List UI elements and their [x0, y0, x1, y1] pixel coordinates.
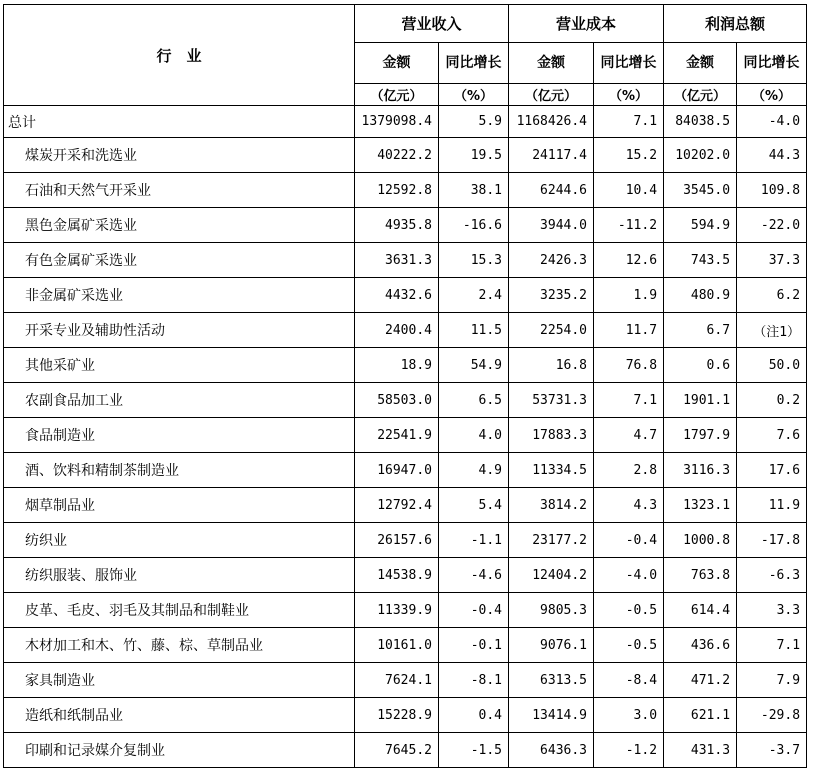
cost-amount: 12404.2 — [509, 558, 594, 593]
cost-growth-unit: （%） — [594, 84, 664, 106]
revenue-amount: 15228.9 — [355, 698, 439, 733]
table-row — [4, 558, 807, 593]
revenue-growth: 5.4 — [439, 488, 509, 523]
revenue-growth: 38.1 — [439, 173, 509, 208]
profit-growth: -3.7 — [737, 733, 807, 768]
profit-amount: 614.4 — [664, 593, 737, 628]
cost-growth: 76.8 — [594, 348, 664, 383]
revenue-amount: 58503.0 — [355, 383, 439, 418]
cost-amount: 3814.2 — [509, 488, 594, 523]
revenue-amount: 26157.6 — [355, 523, 439, 558]
cost-growth: 15.2 — [594, 138, 664, 173]
cost-growth: -8.4 — [594, 663, 664, 698]
table-row — [4, 313, 807, 348]
industry-name: 纺织服装、服饰业 — [4, 558, 355, 593]
industry-name: 其他采矿业 — [4, 348, 355, 383]
revenue-amount: 7624.1 — [355, 663, 439, 698]
cost-growth: -0.5 — [594, 628, 664, 663]
cost-amount: 6436.3 — [509, 733, 594, 768]
table-row — [4, 523, 807, 558]
profit-growth: 37.3 — [737, 243, 807, 278]
profit-amount: 10202.0 — [664, 138, 737, 173]
table-row — [4, 593, 807, 628]
revenue-growth: 15.3 — [439, 243, 509, 278]
revenue-growth: -0.4 — [439, 593, 509, 628]
revenue-growth: 5.9 — [439, 106, 509, 138]
revenue-growth: 0.4 — [439, 698, 509, 733]
revenue-amount-header: 金额 — [355, 43, 439, 84]
profit-amount: 0.6 — [664, 348, 737, 383]
table-row — [4, 698, 807, 733]
cost-amount: 6313.5 — [509, 663, 594, 698]
profit-growth: 50.0 — [737, 348, 807, 383]
cost-growth: -1.2 — [594, 733, 664, 768]
table-row — [4, 278, 807, 313]
profit-growth: 0.2 — [737, 383, 807, 418]
revenue-amount: 11339.9 — [355, 593, 439, 628]
revenue-growth: 11.5 — [439, 313, 509, 348]
industry-name: 有色金属矿采选业 — [4, 243, 355, 278]
revenue-amount: 12792.4 — [355, 488, 439, 523]
industry-name: 煤炭开采和洗选业 — [4, 138, 355, 173]
profit-amount: 594.9 — [664, 208, 737, 243]
profit-amount-unit: （亿元） — [664, 84, 737, 106]
revenue-growth: -4.6 — [439, 558, 509, 593]
cost-growth: 10.4 — [594, 173, 664, 208]
profit-growth: -6.3 — [737, 558, 807, 593]
profit-amount: 1323.1 — [664, 488, 737, 523]
industry-name: 石油和天然气开采业 — [4, 173, 355, 208]
revenue-growth: -16.6 — [439, 208, 509, 243]
cost-growth: -4.0 — [594, 558, 664, 593]
cost-growth-header: 同比增长 — [594, 43, 664, 84]
cost-amount: 9076.1 — [509, 628, 594, 663]
profit-growth: 7.9 — [737, 663, 807, 698]
revenue-growth: -1.5 — [439, 733, 509, 768]
cost-amount: 9805.3 — [509, 593, 594, 628]
cost-amount: 3235.2 — [509, 278, 594, 313]
profit-amount-header: 金额 — [664, 43, 737, 84]
industry-name: 非金属矿采选业 — [4, 278, 355, 313]
profit-growth: -17.8 — [737, 523, 807, 558]
profit-header: 利润总额 — [664, 5, 807, 43]
revenue-amount: 14538.9 — [355, 558, 439, 593]
cost-amount-header: 金额 — [509, 43, 594, 84]
profit-amount: 1797.9 — [664, 418, 737, 453]
cost-amount: 3944.0 — [509, 208, 594, 243]
profit-amount: 471.2 — [664, 663, 737, 698]
cost-amount: 16.8 — [509, 348, 594, 383]
revenue-amount-unit: （亿元） — [355, 84, 439, 106]
cost-amount: 2254.0 — [509, 313, 594, 348]
revenue-growth: 6.5 — [439, 383, 509, 418]
revenue-amount: 4432.6 — [355, 278, 439, 313]
profit-amount: 621.1 — [664, 698, 737, 733]
industry-stats-table — [3, 4, 807, 768]
revenue-amount: 16947.0 — [355, 453, 439, 488]
revenue-amount: 4935.8 — [355, 208, 439, 243]
table-row — [4, 173, 807, 208]
cost-growth: -0.5 — [594, 593, 664, 628]
cost-amount: 23177.2 — [509, 523, 594, 558]
revenue-amount: 7645.2 — [355, 733, 439, 768]
profit-growth: 7.1 — [737, 628, 807, 663]
table-row — [4, 453, 807, 488]
cost-growth: 11.7 — [594, 313, 664, 348]
industry-name: 纺织业 — [4, 523, 355, 558]
cost-growth: 4.3 — [594, 488, 664, 523]
revenue-amount: 3631.3 — [355, 243, 439, 278]
table-row-total — [4, 106, 807, 138]
revenue-header: 营业收入 — [355, 5, 509, 43]
industry-name: 木材加工和木、竹、藤、棕、草制品业 — [4, 628, 355, 663]
table-row — [4, 348, 807, 383]
cost-amount: 2426.3 — [509, 243, 594, 278]
revenue-growth: -0.1 — [439, 628, 509, 663]
revenue-amount: 12592.8 — [355, 173, 439, 208]
profit-amount: 436.6 — [664, 628, 737, 663]
industry-name: 造纸和纸制品业 — [4, 698, 355, 733]
cost-amount: 11334.5 — [509, 453, 594, 488]
profit-growth: 109.8 — [737, 173, 807, 208]
revenue-amount: 18.9 — [355, 348, 439, 383]
table-row — [4, 243, 807, 278]
profit-growth: 3.3 — [737, 593, 807, 628]
revenue-amount: 40222.2 — [355, 138, 439, 173]
cost-growth: -11.2 — [594, 208, 664, 243]
cost-amount: 1168426.4 — [509, 106, 594, 138]
revenue-amount: 1379098.4 — [355, 106, 439, 138]
table-row — [4, 663, 807, 698]
industry-name: 烟草制品业 — [4, 488, 355, 523]
profit-amount: 431.3 — [664, 733, 737, 768]
industry-header: 行 业 — [4, 5, 355, 106]
revenue-amount: 2400.4 — [355, 313, 439, 348]
table-row — [4, 138, 807, 173]
profit-growth: 11.9 — [737, 488, 807, 523]
cost-amount: 17883.3 — [509, 418, 594, 453]
profit-amount: 1000.8 — [664, 523, 737, 558]
cost-growth: 2.8 — [594, 453, 664, 488]
cost-amount: 24117.4 — [509, 138, 594, 173]
profit-amount: 3116.3 — [664, 453, 737, 488]
profit-growth-header: 同比增长 — [737, 43, 807, 84]
table-row — [4, 383, 807, 418]
profit-growth: 17.6 — [737, 453, 807, 488]
revenue-growth-header: 同比增长 — [439, 43, 509, 84]
industry-name: 总计 — [4, 106, 355, 138]
profit-growth: 6.2 — [737, 278, 807, 313]
profit-growth: （注1） — [737, 313, 807, 348]
industry-name: 黑色金属矿采选业 — [4, 208, 355, 243]
industry-name: 家具制造业 — [4, 663, 355, 698]
cost-growth: 1.9 — [594, 278, 664, 313]
profit-amount: 480.9 — [664, 278, 737, 313]
industry-name: 开采专业及辅助性活动 — [4, 313, 355, 348]
profit-growth-unit: （%） — [737, 84, 807, 106]
revenue-growth: -1.1 — [439, 523, 509, 558]
cost-growth: -0.4 — [594, 523, 664, 558]
revenue-growth: -8.1 — [439, 663, 509, 698]
profit-growth: 7.6 — [737, 418, 807, 453]
industry-name: 农副食品加工业 — [4, 383, 355, 418]
profit-amount: 84038.5 — [664, 106, 737, 138]
profit-amount: 6.7 — [664, 313, 737, 348]
table-row — [4, 208, 807, 243]
cost-amount: 6244.6 — [509, 173, 594, 208]
revenue-growth-unit: （%） — [439, 84, 509, 106]
industry-name: 皮革、毛皮、羽毛及其制品和制鞋业 — [4, 593, 355, 628]
profit-amount: 763.8 — [664, 558, 737, 593]
cost-header: 营业成本 — [509, 5, 664, 43]
table-row — [4, 733, 807, 768]
revenue-growth: 2.4 — [439, 278, 509, 313]
revenue-amount: 10161.0 — [355, 628, 439, 663]
revenue-amount: 22541.9 — [355, 418, 439, 453]
profit-amount: 743.5 — [664, 243, 737, 278]
table-body — [4, 106, 807, 768]
table-row — [4, 418, 807, 453]
profit-growth: -29.8 — [737, 698, 807, 733]
industry-name: 酒、饮料和精制茶制造业 — [4, 453, 355, 488]
profit-growth: 44.3 — [737, 138, 807, 173]
cost-amount-unit: （亿元） — [509, 84, 594, 106]
profit-amount: 3545.0 — [664, 173, 737, 208]
profit-growth: -4.0 — [737, 106, 807, 138]
revenue-growth: 19.5 — [439, 138, 509, 173]
profit-growth: -22.0 — [737, 208, 807, 243]
cost-growth: 7.1 — [594, 106, 664, 138]
industry-name: 印刷和记录媒介复制业 — [4, 733, 355, 768]
cost-growth: 7.1 — [594, 383, 664, 418]
revenue-growth: 54.9 — [439, 348, 509, 383]
cost-amount: 53731.3 — [509, 383, 594, 418]
revenue-growth: 4.0 — [439, 418, 509, 453]
table-row — [4, 628, 807, 663]
cost-growth: 4.7 — [594, 418, 664, 453]
profit-amount: 1901.1 — [664, 383, 737, 418]
table-row — [4, 488, 807, 523]
cost-growth: 3.0 — [594, 698, 664, 733]
cost-amount: 13414.9 — [509, 698, 594, 733]
cost-growth: 12.6 — [594, 243, 664, 278]
revenue-growth: 4.9 — [439, 453, 509, 488]
industry-name: 食品制造业 — [4, 418, 355, 453]
